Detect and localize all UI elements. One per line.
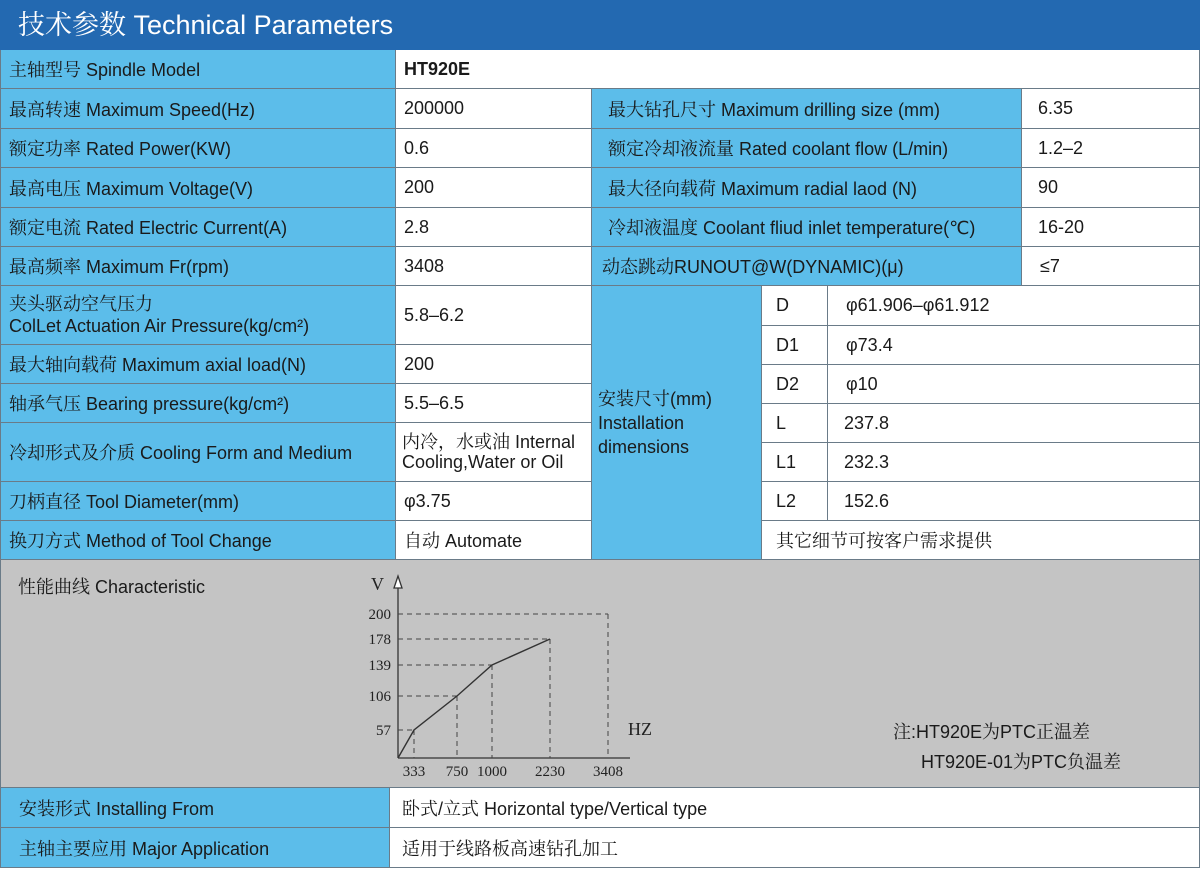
y-tick-label: 200 [368,607,391,623]
param-label: 最高转速 Maximum Speed(Hz) [0,89,396,129]
dim-key: L2 [762,482,828,521]
y-tick-label: 57 [376,723,391,739]
characteristic-label: 性能曲线 Characteristic [18,577,206,597]
installation-note: 其它细节可按客户需求提供 [762,521,1200,560]
dim-key: D1 [762,326,828,365]
param-value: 0.6 [396,129,592,168]
param-label: 刀柄直径 Tool Diameter(mm) [0,482,396,521]
dim-key: L [762,404,828,443]
param-label: 额定功率 Rated Power(KW) [0,129,396,168]
param-value: 200000 [396,89,592,129]
characteristic-note-2: HT920E-01为PTC负温差 [921,752,1122,772]
param-value: 200 [396,168,592,208]
spindle-model-value: HT920E [396,50,1200,89]
installation-label-en-1: Installation [598,412,685,433]
cooling-medium-value-line2: Cooling,Water or Oil [402,452,564,472]
param-label: 最大径向载荷 Maximum radial laod (N) [592,168,1022,208]
major-application-label: 主轴主要应用 Major Application [0,828,390,868]
installation-dimensions-label [592,286,762,560]
param-value: 自动 Automate [396,521,592,560]
major-application-value: 适用于线路板高速钻孔加工 [390,828,1200,868]
installation-label-en-2: dimensions [598,436,690,457]
y-tick-labels [369,607,392,739]
param-value: 200 [396,345,592,384]
characteristic-chart [360,570,660,784]
param-label: 冷却液温度 Coolant fliud inlet temperature(℃) [592,208,1022,247]
x-tick-label: 1000 [477,764,507,780]
dim-value: φ10 [828,365,1200,404]
air-pressure-label-cn: 夹头驱动空气压力 [9,294,153,314]
param-label: 最大钻孔尺寸 Maximum drilling size (mm) [592,89,1022,129]
dim-value: 232.3 [828,443,1200,482]
y-axis-label: V [371,574,384,594]
spindle-model-label: 主轴型号 Spindle Model [0,50,396,89]
param-label: 轴承气压 Bearing pressure(kg/cm²) [0,384,396,423]
cooling-medium-value-line1: 内冷，水或油 Internal [402,432,576,452]
dim-key: D2 [762,365,828,404]
y-tick-label: 139 [368,658,391,674]
param-value: 5.8–6.2 [396,286,592,345]
installation-label-cn: 安装尺寸(mm) [598,388,712,409]
x-tick-label: 2230 [535,764,565,780]
y-axis-arrow [394,576,402,588]
param-label: 额定电流 Rated Electric Current(A) [0,208,396,247]
param-value: φ3.75 [396,482,592,521]
air-pressure-label-en: ColLet Actuation Air Pressure(kg/cm²) [9,316,310,336]
param-value: 16-20 [1022,208,1200,247]
dim-key: D [762,286,828,326]
param-value: 3408 [396,247,592,286]
dim-value: 152.6 [828,482,1200,521]
param-value: 90 [1022,168,1200,208]
y-tick-label: 178 [368,632,391,648]
param-value: ≤7 [1022,247,1200,286]
param-label: 换刀方式 Method of Tool Change [0,521,396,560]
x-tick-label: 750 [445,764,469,780]
param-value: 1.2–2 [1022,129,1200,168]
dim-value: φ73.4 [828,326,1200,365]
x-tick-label: 333 [402,764,426,780]
cooling-medium-value [396,423,592,482]
dim-value: φ61.906–φ61.912 [828,286,1200,326]
param-value: 6.35 [1022,89,1200,129]
x-axis-label: HZ [628,719,652,739]
x-tick-label: 3408 [593,764,623,780]
param-value: 5.5–6.5 [396,384,592,423]
series-line [398,639,550,758]
param-label: 最高电压 Maximum Voltage(V) [0,168,396,208]
installing-form-label: 安装形式 Installing From [0,788,390,828]
x-tick-labels [403,764,623,780]
param-label: 最大轴向载荷 Maximum axial load(N) [0,345,396,384]
air-pressure-label [0,286,396,345]
dim-value: 237.8 [828,404,1200,443]
param-label: 额定冷却液流量 Rated coolant flow (L/min) [592,129,1022,168]
installing-form-value: 卧式/立式 Horizontal type/Vertical type [390,788,1200,828]
guide-lines [398,614,608,758]
y-tick-label: 106 [368,689,391,705]
param-label: 最高频率 Maximum Fr(rpm) [0,247,396,286]
characteristic-note-1: 注:HT920E为PTC正温差 [893,722,1091,742]
param-label: 动态跳动RUNOUT@W(DYNAMIC)(μ) [592,247,1022,286]
page-title: 技术参数 Technical Parameters [0,0,1200,50]
param-value: 2.8 [396,208,592,247]
param-label: 冷却形式及介质 Cooling Form and Medium [0,423,396,482]
dim-key: L1 [762,443,828,482]
